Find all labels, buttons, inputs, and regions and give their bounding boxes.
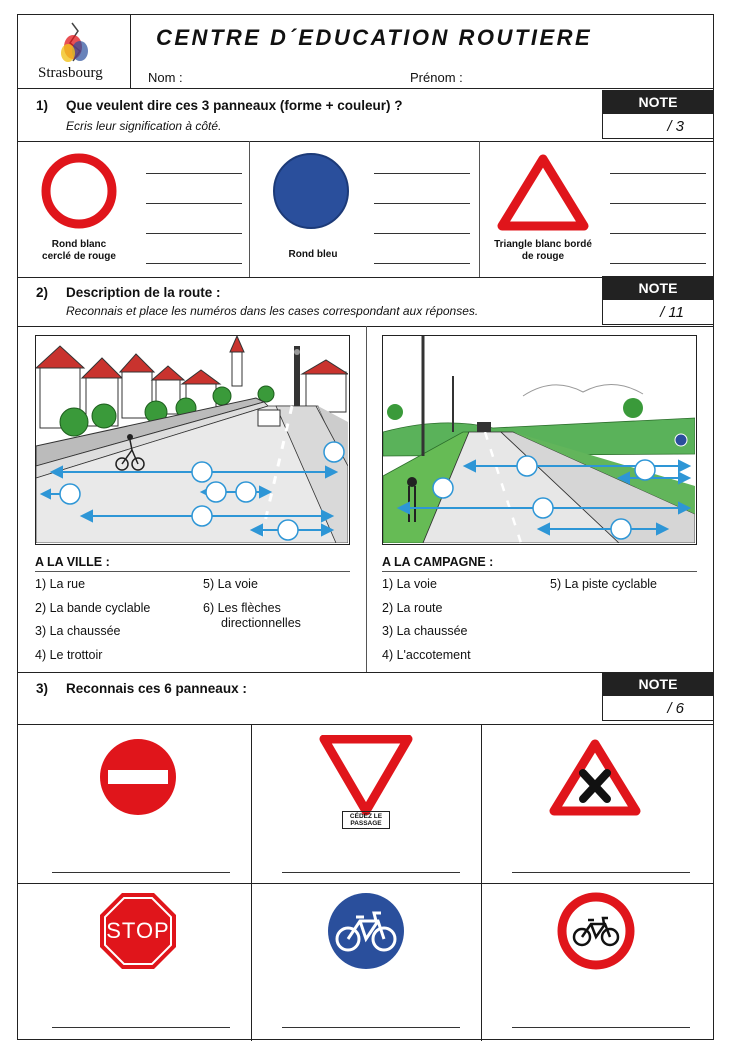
logo-text: Strasbourg [38,65,103,81]
divider [481,724,482,1041]
answer-line[interactable] [146,203,242,204]
answer-line[interactable] [52,1027,230,1028]
answer-line[interactable] [374,173,470,174]
ville-heading: A LA VILLE : [35,555,110,569]
white-circle-red-border-icon [39,151,119,231]
divider [18,883,713,884]
section2-question: 2) Description de la route : [36,285,221,300]
divider [382,571,697,572]
answer-line[interactable] [374,263,470,264]
answer-line[interactable] [146,173,242,174]
mandatory-bike-path-sign-icon [326,891,406,971]
blue-circle-icon [272,152,350,230]
ville-legend-col1: 1) La rue 2) La bande cyclable 3) La chaussée 4) Le trottoir [35,577,151,662]
divider [479,141,480,277]
yield-sign-icon [318,735,414,815]
campagne-legend-col2: 5) La piste cyclable [550,577,658,591]
section3-note-field[interactable]: / 6 [602,696,714,721]
no-entry-sign-icon [98,737,178,817]
prenom-label: Prénom : [410,70,463,85]
answer-line[interactable] [374,203,470,204]
page-title: CENTRE D´EDUCATION ROUTIERE [156,25,593,50]
section1-note-field[interactable]: / 3 [602,114,714,139]
answer-line[interactable] [512,872,690,873]
divider [18,141,713,142]
divider [18,724,713,725]
section2-note: NOTE / 11 [602,276,714,326]
no-bicycles-sign-icon [556,891,636,971]
nom-label: Nom : [148,70,183,85]
white-triangle-red-border-icon [496,152,590,232]
country-road-illustration [382,335,697,545]
divider [366,326,367,672]
section2-note-field[interactable]: / 11 [602,300,714,325]
campagne-legend-col1: 1) La voie 2) La route 3) La chaussée 4) L'accotement [382,577,471,662]
answer-line[interactable] [52,872,230,873]
answer-line[interactable] [146,233,242,234]
section2-instruction: Reconnais et place les numéros dans les cases correspondant aux réponses. [66,304,479,318]
section1-question: 1) Que veulent dire ces 3 panneaux (forme + couleur) ? [36,98,403,113]
section3-note: NOTE / 6 [602,672,714,722]
answer-line[interactable] [610,173,706,174]
yield-plate: CÉDEZ LE PASSAGE [342,811,390,829]
city-road-illustration [35,335,350,545]
answer-line[interactable] [610,233,706,234]
sign1-caption: Rond blanc cerclé de rouge [42,239,116,262]
divider [251,724,252,1041]
answer-line[interactable] [146,263,242,264]
divider [130,15,131,88]
stop-text: STOP [106,918,170,943]
answer-line[interactable] [282,872,460,873]
worksheet [17,14,714,1040]
strasbourg-logo [40,21,110,71]
ville-legend-col2: 5) La voie 6) Les flèches directionnelles [203,577,301,630]
answer-line[interactable] [610,263,706,264]
sign3-caption: Triangle blanc bordé de rouge [494,239,592,262]
answer-line[interactable] [374,233,470,234]
sign2-caption: Rond bleu [288,249,338,260]
divider [249,141,250,277]
answer-line[interactable] [610,203,706,204]
answer-line[interactable] [282,1027,460,1028]
section1-instruction: Ecris leur signification à côté. [66,119,222,133]
section1-note: NOTE / 3 [602,90,714,140]
section3-question: 3) Reconnais ces 6 panneaux : [36,681,247,696]
divider [18,88,713,89]
priority-right-sign-icon [548,737,642,817]
answer-line[interactable] [512,1027,690,1028]
divider [35,571,350,572]
campagne-heading: A LA CAMPAGNE : [382,555,494,569]
